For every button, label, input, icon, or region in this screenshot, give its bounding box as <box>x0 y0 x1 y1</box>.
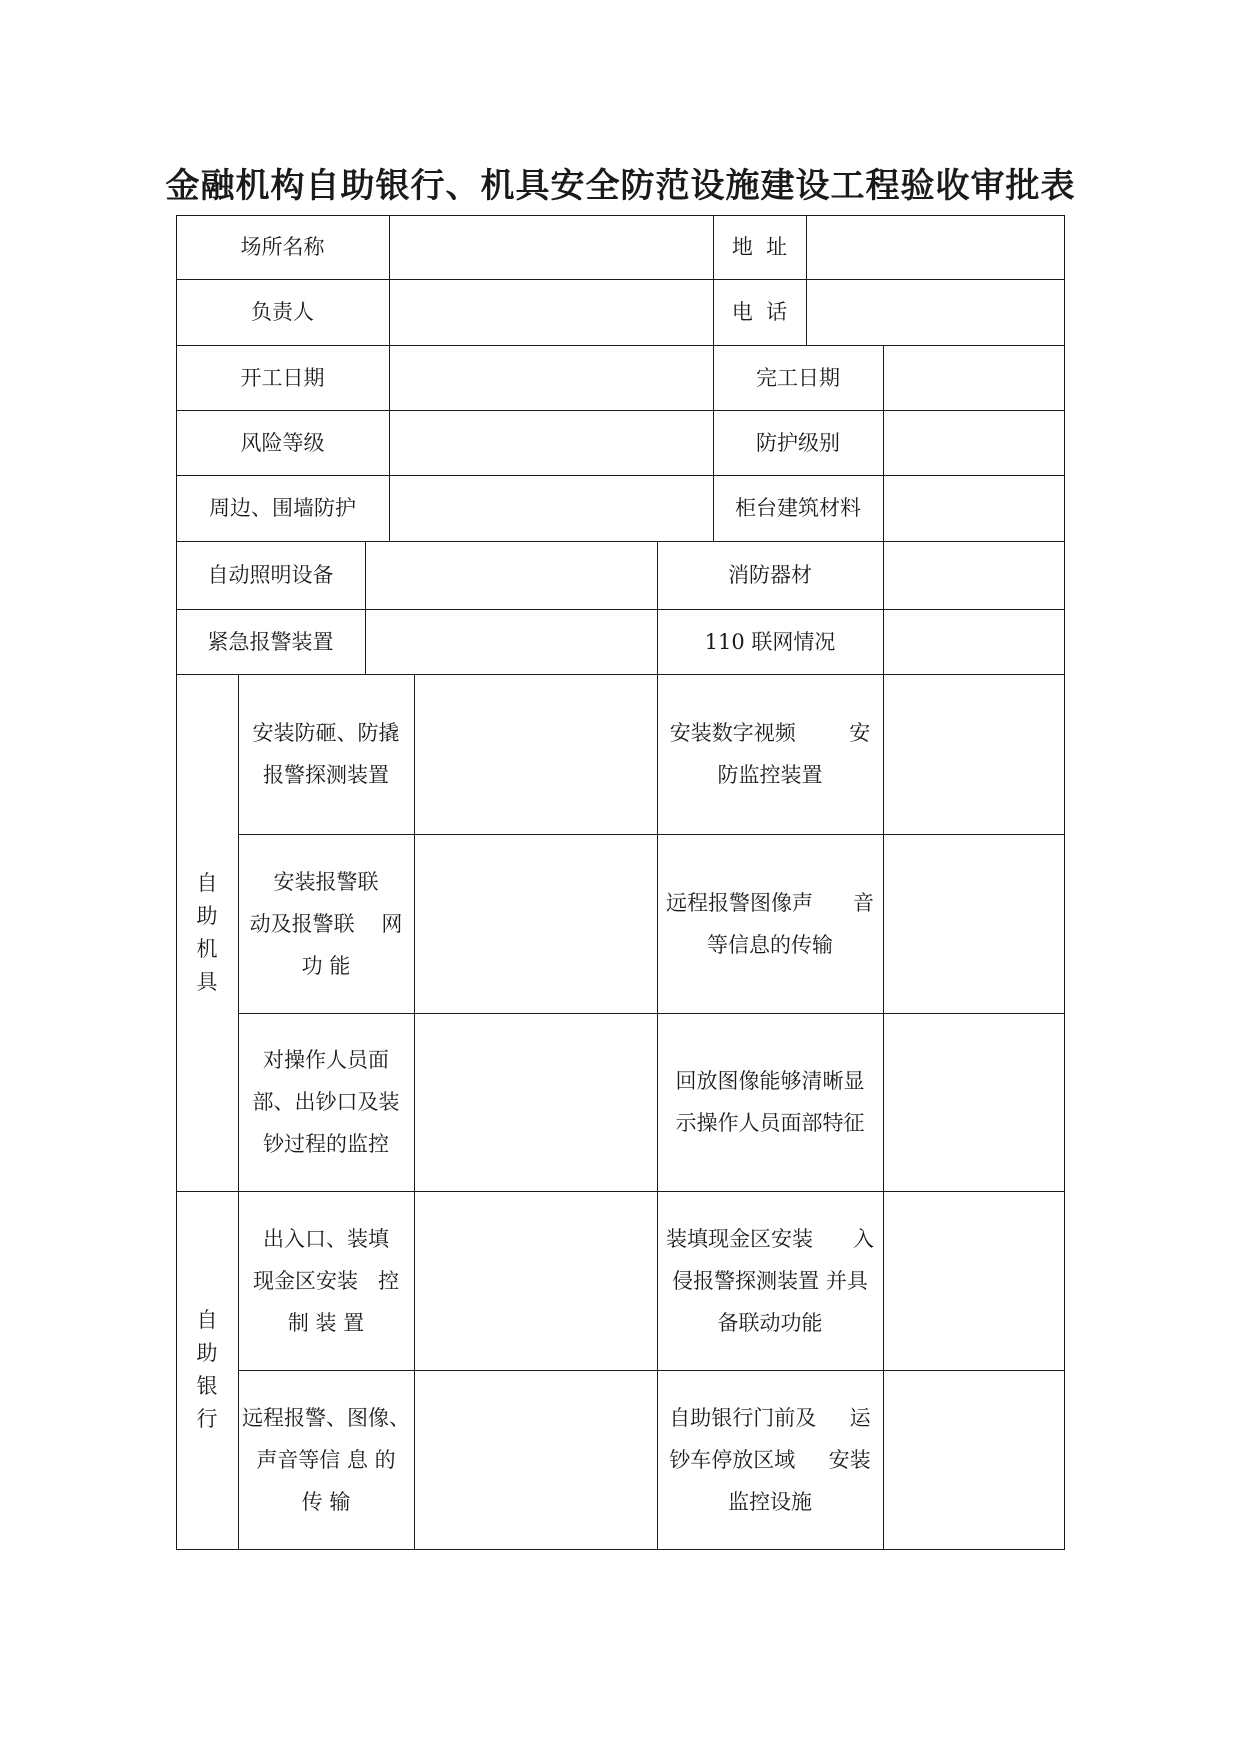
col-divider <box>389 345 390 541</box>
table-border-right <box>1064 215 1065 1550</box>
label-phone: 电 话 <box>731 300 788 324</box>
label-110-network: 110 联网情况 <box>704 629 836 654</box>
label-auto-lighting: 自动照明设备 <box>207 563 334 587</box>
label-counter-material: 柜台建筑材料 <box>735 496 861 520</box>
col-divider <box>806 215 807 345</box>
col-divider <box>389 215 390 345</box>
item-label: 出入口、装填 现金区安装 控 制 装 置 <box>252 1226 400 1335</box>
label-start-date: 开工日期 <box>240 365 325 390</box>
label-fire-equipment: 消防器材 <box>728 563 812 587</box>
label-address: 地 址 <box>731 235 788 259</box>
col-divider <box>883 674 884 1549</box>
item-label: 安装报警联 动及报警联 网 功 能 <box>249 869 403 978</box>
col-divider <box>414 674 415 1549</box>
item-label: 安装防砸、防撬 报警探测装置 <box>252 721 400 787</box>
label-protection-level: 防护级别 <box>756 430 840 455</box>
label-perimeter-protection: 周边、围墙防护 <box>209 496 356 520</box>
label-site-name: 场所名称 <box>240 235 325 259</box>
section-name-machines: 自 助 机 具 <box>196 870 218 994</box>
item-label: 安装数字视频 安 防监控装置 <box>669 721 871 787</box>
item-label: 自助银行门前及 运 钞车停放区域 安装 监控设施 <box>669 1405 871 1514</box>
item-label: 装填现金区安装 入 侵报警探测装置 并具 备联动功能 <box>665 1226 875 1335</box>
item-label: 回放图像能够清晰显 示操作人员面部特征 <box>675 1069 865 1135</box>
item-label: 对操作人员面 部、出钞口及装 钞过程的监控 <box>252 1048 400 1156</box>
label-completion-date: 完工日期 <box>756 365 840 390</box>
table-border-bottom <box>176 1549 1065 1550</box>
section-name-bank: 自 助 银 行 <box>196 1308 218 1431</box>
label-risk-level: 风险等级 <box>240 430 325 455</box>
item-label: 远程报警、图像、 声音等信 息 的 传 输 <box>242 1405 410 1514</box>
col-divider <box>365 541 366 674</box>
label-person-in-charge: 负责人 <box>251 300 314 324</box>
col-divider <box>883 541 884 674</box>
form-title: 金融机构自助银行、机具安全防范设施建设工程验收审批表 <box>165 166 1076 206</box>
item-label: 远程报警图像声 音 等信息的传输 <box>665 890 875 957</box>
label-emergency-alarm: 紧急报警装置 <box>207 629 334 654</box>
col-divider <box>883 345 884 541</box>
